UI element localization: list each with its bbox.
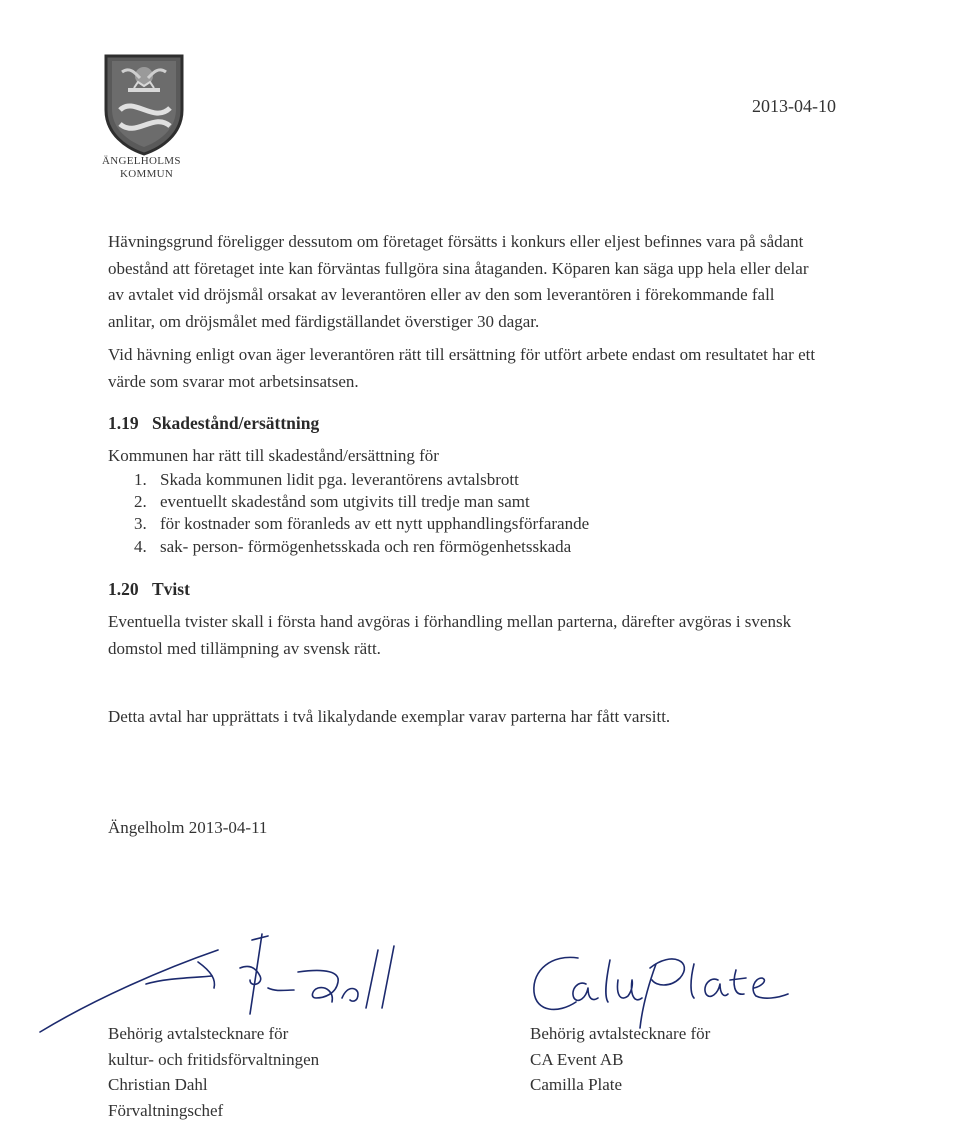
place-and-date: Ängelholm 2013-04-11 [108, 818, 268, 837]
signatory-role: Behörig avtalstecknare för [530, 1024, 711, 1043]
list-item [108, 491, 589, 513]
compensation-paragraph: Vid hävning enligt ovan äger leverantören rätt till ersättning för utfört arbete endast om resultatet har ett värde som svarar mot arbetsinsatsen. [108, 345, 816, 391]
list-item [108, 536, 589, 558]
list-item [108, 513, 589, 535]
signatory-company: CA Event AB [530, 1049, 624, 1069]
signatory-block-left [108, 1021, 319, 1123]
section-heading-1-19 [108, 413, 319, 434]
section-title: Tvist [152, 579, 190, 599]
list-item-text: för kostnader som föranleds av ett nytt upphandlingsförfarande [160, 514, 590, 534]
document-date: 2013-04-10 [752, 96, 836, 116]
signatory-name: Christian Dahl [108, 1075, 208, 1094]
organization-line-1: ÄNGELHOLMS [102, 155, 181, 167]
damages-list [108, 469, 589, 558]
list-item [108, 469, 589, 491]
list-item-text: eventuellt skadestånd som utgivits till tredje man samt [160, 492, 530, 512]
list-item-number: 1. [134, 470, 147, 489]
signatory-title: Förvaltningschef [108, 1100, 224, 1120]
section-number: 1.20 [108, 579, 139, 599]
signatory-role: Behörig avtalstecknare för [108, 1024, 289, 1043]
dispute-paragraph: Eventuella tvister skall i första hand avgöras i förhandling mellan parterna, därefter avgöras i svensk domstol med tillämpning av svensk rätt. [108, 612, 792, 658]
organization-line-2: KOMMUN [120, 168, 174, 180]
section-number: 1.19 [108, 413, 139, 433]
list-item-text: Skada kommunen lidit pga. leverantörens avtalsbrott [160, 470, 519, 489]
coat-of-arms-logo [100, 52, 188, 156]
closing-statement: Detta avtal har upprättats i två likalydande exemplar varav parterna har fått varsitt. [108, 707, 671, 726]
list-item-number: 4. [134, 536, 147, 556]
signature-camilla-plate [522, 940, 822, 1030]
signatory-department: kultur- och fritidsförvaltningen [108, 1049, 320, 1069]
organization-name [102, 155, 181, 181]
signatory-name: Camilla Plate [530, 1075, 623, 1094]
list-item-number: 3. [134, 514, 147, 534]
termination-paragraph: Hävningsgrund föreligger dessutom om företaget försätts i konkurs eller eljest befinnes vara på sådant obestånd att företaget inte kan förväntas fullgöra sina åtaganden. Köparen kan säga upp hela eller delar av avtalet vid dröjsmål orsakat av leverantören eller av den som leverantören i förekommande fall anlitar, om dröjsmålet med färdigställandet överstiger 30 dagar. [108, 232, 809, 331]
list-item-text: sak- person- förmögenhetsskada och ren förmögenhetsskada [160, 536, 572, 556]
section-title: Skadestånd/ersättning [152, 413, 320, 433]
list-item-number: 2. [134, 492, 147, 512]
section-heading-1-20 [108, 579, 190, 600]
damages-intro: Kommunen har rätt till skadestånd/ersättning för [108, 446, 439, 465]
signatory-block-right [530, 1021, 710, 1098]
